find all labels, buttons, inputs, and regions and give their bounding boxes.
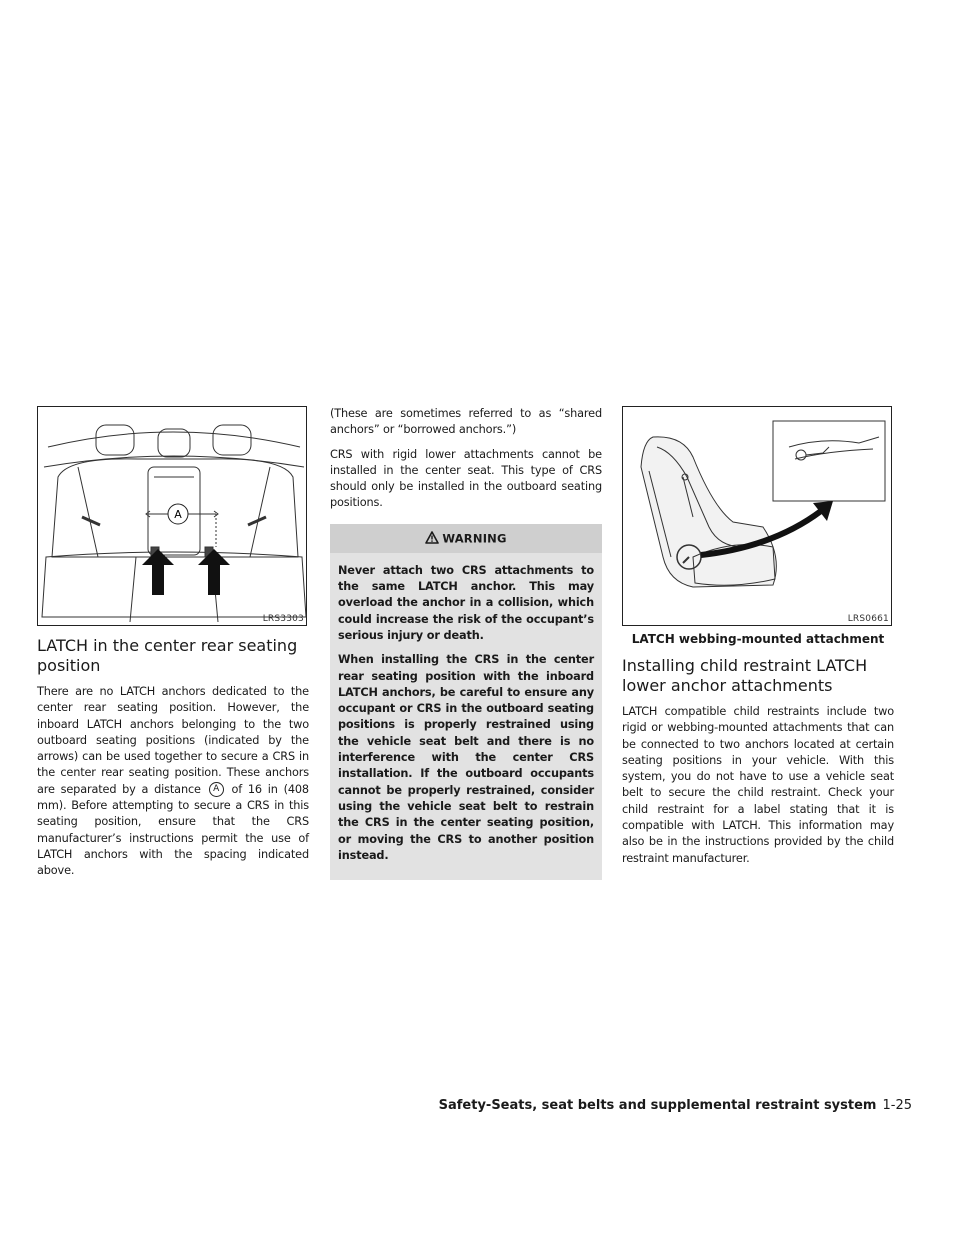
left-headrest bbox=[96, 425, 134, 455]
webbing-attachment-figure bbox=[622, 406, 892, 626]
center-headrest bbox=[158, 429, 190, 457]
rear-seat-latch-figure bbox=[37, 406, 307, 626]
footer-section-title: Safety-Seats, seat belts and supplemental restraint system bbox=[438, 1098, 877, 1113]
rigid-attachments-paragraph: CRS with rigid lower attachments cannot be installed in the center seat. This type of CRS should only be installed in the outboard seating positions. bbox=[330, 447, 602, 510]
column-right bbox=[622, 406, 894, 875]
left-anchor-arrow bbox=[142, 549, 174, 595]
figure-code: LRS0661 bbox=[847, 614, 889, 624]
callout-a-label: A bbox=[174, 508, 182, 521]
right-anchor-arrow bbox=[198, 549, 230, 595]
child-seat-illustration bbox=[623, 407, 893, 627]
center-latch-paragraph: There are no LATCH anchors dedicated to the center rear seating position. However, the inboard LATCH anchors belonging to the two outboard seating positions (indicated by the arrows) can be used together to secure a CRS in the center rear seating position. These anchors are separated by a distance A of 16 in (408 mm). Before attempting to secure a CRS in this seating position, ensure that the CRS manufacturer’s instructions permit the use of LATCH anchors with the spacing indicated above. bbox=[37, 685, 309, 878]
warning-paragraph-1: Never attach two CRS attachments to the same LATCH anchor. This may overload the anchor in a collision, which could increase the risk of the occupant’s serious injury or death. bbox=[338, 563, 594, 642]
column-middle bbox=[330, 406, 602, 880]
warning-triangle-icon bbox=[425, 531, 439, 547]
right-headrest bbox=[213, 425, 251, 455]
shared-anchors-paragraph: (These are sometimes referred to as “shared anchors” or “borrowed anchors.”) bbox=[330, 407, 602, 437]
rear-seat-illustration bbox=[38, 407, 308, 627]
warning-box bbox=[330, 524, 602, 880]
section-heading-center-latch: LATCH in the center rear seating position bbox=[37, 636, 298, 675]
section-heading-installing-latch: Installing child restraint LATCH lower anchor attachments bbox=[622, 656, 868, 695]
warning-title: WARNING bbox=[442, 531, 507, 546]
figure-caption: LATCH webbing-mounted attachment bbox=[631, 632, 885, 646]
figure-code: LRS3303 bbox=[262, 614, 304, 624]
installing-latch-paragraph: LATCH compatible child restraints include two rigid or webbing-mounted attachments that can be connected to two anchors located at certain seating positions in your vehicle. With this system, you do not have to use a vehicle seat belt to secure the child restraint. Check your child restraint for a label stating that it is compatible with LATCH. This information may also be in the instructions provided by the child restraint manufacturer. bbox=[622, 705, 894, 865]
column-left bbox=[37, 406, 309, 888]
page-number: 1-25 bbox=[882, 1098, 912, 1113]
page-footer bbox=[439, 1098, 912, 1113]
warning-header bbox=[330, 524, 602, 553]
warning-paragraph-2: When installing the CRS in the center rear seating position with the inboard LATCH anchors, be careful to ensure any occupant or CRS in the outboard seating positions is properly restrained using the vehicle seat belt and there is no interference with the center CRS installation. If the outboard occupants cannot be properly restrained, consider using the vehicle seat belt to restrain the CRS in the center seating position, or moving the CRS to another position instead. bbox=[338, 653, 594, 862]
callout-a-icon: A bbox=[209, 782, 224, 797]
